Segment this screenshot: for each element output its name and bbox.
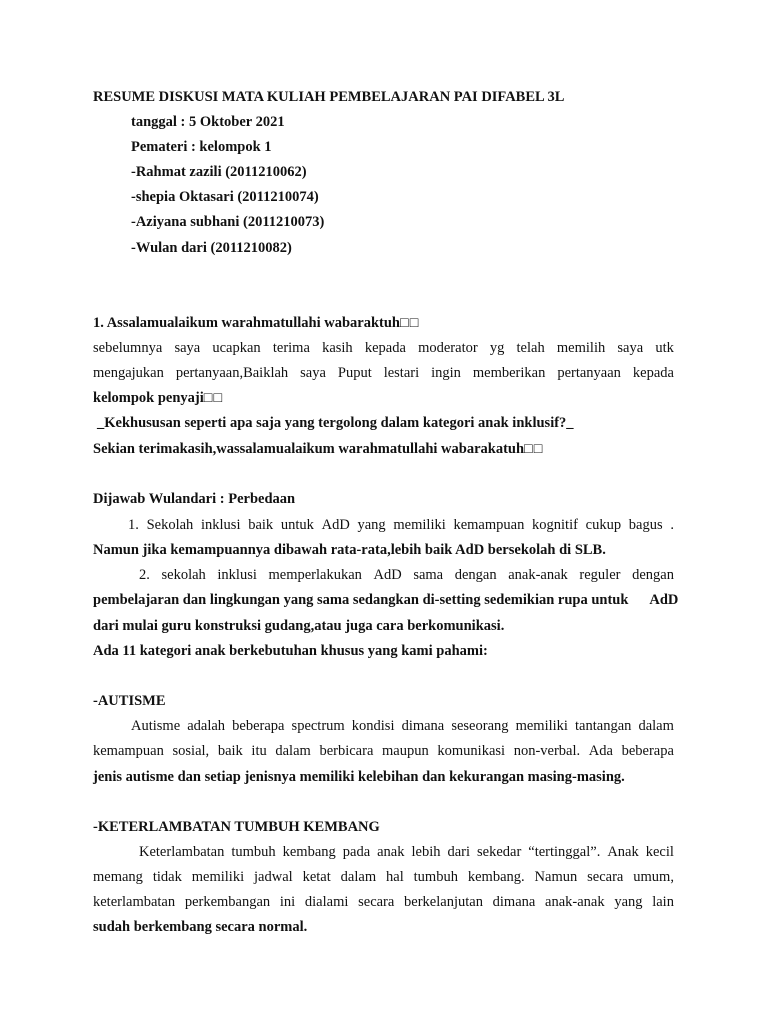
word: bagus [628,517,663,533]
word: yang [614,894,643,910]
word: saya [174,340,201,356]
word: pertanyaan [557,365,621,381]
word: utk [655,340,674,356]
word: memiliki [191,869,245,885]
word: saya [617,340,644,356]
question-body-line-3-text: kelompok penyaji [93,390,204,406]
word: untuk [280,517,314,533]
question-text: _Kekhususan seperti apa saja yang tergolong dalam kategori anak inklusif?_ [97,415,574,431]
word: berkelanjutan [404,894,483,910]
word: tantangan [575,718,632,734]
word: ingin [431,365,461,381]
word: anak-anak [508,567,568,583]
question-body-line-2 [93,364,674,382]
word: AdD [373,567,402,583]
word: sekedar [477,844,522,860]
answer-point-1-line-2: Namun jika kemampuannya dibawah rata-rata,lebih baik AdD bersekolah di SLB. [93,542,606,558]
word: non-verbal. [513,743,581,759]
answer-point-1-line-1 [128,516,674,534]
word: lebih [411,844,441,860]
word: mengajukan [93,365,164,381]
word: lain [652,894,674,910]
word: ucapkan [212,340,261,356]
word: dialami [304,894,349,910]
word: saya [300,365,326,381]
word: beberapa [232,718,285,734]
member-2: -shepia Oktasari (2011210074) [131,189,319,205]
word: 1. [128,517,139,533]
word: Ada [588,743,613,759]
word: Keterlambatan [139,844,225,860]
word: komunikasi [437,743,506,759]
word: dimana [401,718,445,734]
member-1: -Rahmat zazili (2011210062) [131,164,307,180]
word: berbicara [319,743,374,759]
word: yg [489,340,505,356]
word: hal [386,869,404,885]
member-4: -Wulan dari (2011210082) [131,240,292,256]
word: sama [413,567,444,583]
word: dengan [632,567,674,583]
word: dalam [275,743,311,759]
answer-intro: Dijawab Wulandari : Perbedaan [93,491,296,507]
word: tumbuh [231,844,276,860]
delay-line-4: sudah berkembang secara normal. [93,919,308,935]
question-greeting-text: 1. Assalamualaikum warahmatullahi wabaraktuh [93,315,400,331]
discussion-date: tanggal : 5 Oktober 2021 [131,114,285,130]
answer-point-2-line-1 [139,566,674,584]
question-body-line-3 [93,389,223,407]
word: . [670,517,674,533]
word: moderator [418,340,478,356]
word: tidak [152,869,182,885]
word: ketat [302,869,331,885]
word: memiliki [393,517,446,533]
word: beberapa [621,743,674,759]
delay-line-2 [93,868,674,886]
presenter-label: Pemateri : kelompok 1 [131,139,272,155]
word: anak [377,844,405,860]
word: kecil [645,844,674,860]
word: kemampuan [93,743,164,759]
word: perkembangan [184,894,271,910]
word: pertanyaan,Baiklah [175,365,289,381]
member-3: -Aziyana subhani (2011210073) [131,214,325,230]
word: inklusi [217,567,257,583]
word: dengan [454,567,497,583]
question-closing-text: Sekian terimakasih,wassalamualaikum warahmatullahi wabarakatuh [93,441,525,457]
autism-line-2 [93,742,674,760]
word: kembang. [467,869,525,885]
word: kasih [322,340,353,356]
word: Anak [607,844,639,860]
word: “tertinggal”. [528,844,601,860]
delay-line-1 [139,843,674,861]
word: baik [217,743,243,759]
word: inklusi [201,517,241,533]
word: reguler [579,567,621,583]
word: Autisme [131,718,181,734]
word: kepada [364,340,406,356]
question-body-line-1 [93,339,674,357]
word: pada [342,844,371,860]
word: telah [516,340,545,356]
word: sebelumnya [93,340,163,356]
word: adalah [187,718,226,734]
word: dalam [340,869,377,885]
word: ini [279,894,296,910]
delay-line-3 [93,893,674,911]
word: keterlambatan [93,894,176,910]
word: jadwal [254,869,293,885]
word: spectrum [291,718,345,734]
word: memperlakukan [268,567,362,583]
emoji-placeholder-icon: □□ [399,315,420,331]
word: 2. [139,567,150,583]
answer-point-2-line-3: dari mulai guru konstruksi gudang,atau juga cara berkomunikasi. [93,618,505,634]
word: Puput [337,365,372,381]
word: lestari [383,365,420,381]
word: kepada [632,365,674,381]
word: umum, [633,869,674,885]
word: kognitif [532,517,578,533]
autism-line-3: jenis autisme dan setiap jenisnya memiliki kelebihan dan kekurangan masing-masing. [93,769,625,785]
word: kondisi [351,718,395,734]
emoji-placeholder-icon: □□ [524,441,544,457]
word: memilih [556,340,606,356]
word: sosial, [172,743,210,759]
word: dari [447,844,471,860]
word: secara [587,869,624,885]
word: dalam [638,718,674,734]
word: secara [358,894,395,910]
categories-intro: Ada 11 kategori anak berkebutuhan khusus yang kami pahami: [93,643,488,659]
autism-line-1 [131,717,674,735]
word: yang [357,517,386,533]
word: cukup [585,517,622,533]
question-greeting [93,314,420,332]
answer-point-2-line-2: pembelajaran dan lingkungan yang sama sedangkan di-setting sedemikian rupa untuk AdD [93,592,679,608]
emoji-placeholder-icon: □□ [203,390,224,406]
word: terima [272,340,310,356]
document-title: RESUME DISKUSI MATA KULIAH PEMBELAJARAN PAI DIFABEL 3L [93,89,565,105]
word: AdD [321,517,350,533]
question-closing [93,440,544,458]
word: kemampuan [453,517,525,533]
word: seseorang [451,718,509,734]
word: memang [93,869,143,885]
word: itu [251,743,267,759]
word: memiliki [515,718,568,734]
word: anak-anak [545,894,605,910]
word: sekolah [161,567,206,583]
word: maupun [382,743,429,759]
word: kembang [282,844,336,860]
word: tumbuh [413,869,458,885]
word: Namun [534,869,578,885]
autism-heading: -AUTISME [93,693,166,709]
word: dimana [492,894,536,910]
word: Sekolah [146,517,194,533]
word: baik [248,517,274,533]
delay-heading: -KETERLAMBATAN TUMBUH KEMBANG [93,819,380,835]
word: memberikan [472,365,546,381]
